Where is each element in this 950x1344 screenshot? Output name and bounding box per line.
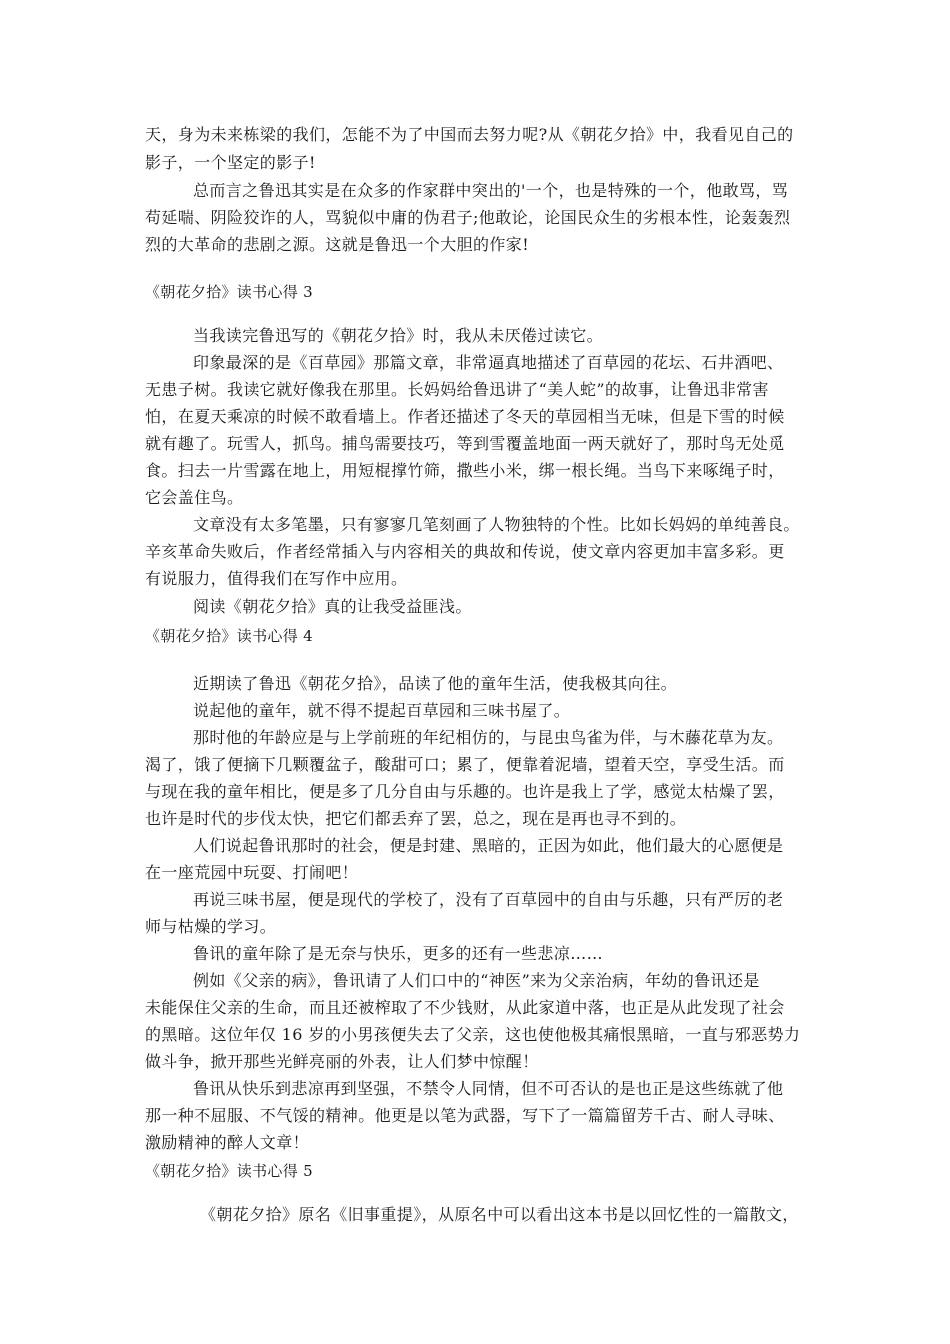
text-line: 辛亥革命失败后，作者经常插入与内容相关的典故和传说，使文章内容更加丰富多彩。更 [145, 542, 785, 561]
text-line: 当我读完鲁迅写的《朝花夕拾》时，我从未厌倦过读它。 [193, 326, 604, 345]
text-line: 做斗争，掀开那些光鲜亮丽的外表，让人们梦中惊醒！ [145, 1052, 539, 1071]
text-line: 激励精神的醉人文章！ [145, 1133, 310, 1152]
text-line: 无患子树。我读它就好像我在那里。长妈妈给鲁迅讲了“美人蛇”的故事，让鲁迅非常害 [145, 380, 769, 399]
text-line: 与现在我的童年相比，便是多了几分自由与乐趣的。也许是我上了学，感觉太枯燥了罢， [145, 782, 785, 801]
text-line: 例如《父亲的病》，鲁讯请了人们口中的“神医”来为父亲治病，年幼的鲁讯还是 [193, 971, 760, 990]
text-line: 《朝花夕拾》原名《旧事重提》，从原名中可以看出这本书是以回忆性的一篇散文， [200, 1205, 799, 1224]
section-heading: 《朝花夕拾》读书心得 4 [145, 627, 313, 645]
text-line: 说起他的童年，就不得不提起百草园和三味书屋了。 [193, 701, 571, 720]
section-heading: 《朝花夕拾》读书心得 3 [145, 283, 313, 301]
text-line: 影子，一个坚定的影子! [145, 153, 316, 172]
text-line: 在一座荒园中玩耍、打闹吧！ [145, 863, 359, 882]
text-line: 文章没有太多笔墨，只有寥寥几笔刻画了人物独特的个性。比如长妈妈的单纯善良。 [193, 515, 800, 534]
text-line: 天，身为未来栋梁的我们，怎能不为了中国而去努力呢?从《朝花夕拾》中，我看见自己的 [145, 125, 794, 144]
text-line: 人们说起鲁讯那时的社会，便是封建、黑暗的，正因为如此，他们最大的心愿便是 [193, 836, 784, 855]
text-line: 有说服力，值得我们在写作中应用。 [145, 569, 408, 588]
text-line: 渴了，饿了便摘下几颗覆盆子，酸甜可口；累了，便靠着泥墙，望着天空，享受生活。而 [145, 755, 785, 774]
text-line: 再说三味书屋，便是现代的学校了，没有了百草园中的自由与乐趣，只有严厉的老 [193, 890, 784, 909]
section-heading: 《朝花夕拾》读书心得 5 [145, 1162, 313, 1180]
text-line: 近期读了鲁迅《朝花夕拾》，品读了他的童年生活，使我极其向往。 [193, 674, 678, 693]
text-line: 它会盖住鸟。 [145, 488, 244, 507]
text-line: 烈的大革命的悲剧之源。这就是鲁迅一个大胆的作家! [145, 235, 530, 254]
text-line: 鲁讯的童年除了是无奈与快乐，更多的还有一些悲凉…… [193, 944, 604, 963]
text-line: 怕，在夏天乘凉的时候不敢看墙上。作者还描述了冬天的草园相当无味，但是下雪的时候 [145, 407, 785, 426]
text-line: 印象最深的是《百草园》那篇文章，非常逼真地描述了百草园的花坛、石井酒吧、 [193, 353, 784, 372]
text-line: 就有趣了。玩雪人，抓鸟。捕鸟需要技巧，等到雪覆盖地面一两天就好了，那时鸟无处觅 [145, 434, 785, 453]
text-line: 那一种不屈服、不气馁的精神。他更是以笔为武器，写下了一篇篇留芳千古、耐人寻味、 [145, 1106, 785, 1125]
text-line: 苟延喘、阴险狡诈的人，骂貌似中庸的伪君子;他敢论，论国民众生的劣根本性，论轰轰烈 [145, 208, 791, 227]
text-line: 的黑暗。这位年仅 16 岁的小男孩便失去了父亲，这也使他极其痛恨黑暗，一直与邪恶势力 [145, 1025, 801, 1044]
text-line: 总而言之鲁迅其实是在众多的作家群中突出的'一个，也是特殊的一个，他敢骂，骂 [193, 181, 789, 200]
text-line: 也许是时代的步伐太快，把它们都丢弃了罢，总之，现在是再也寻不到的。 [145, 809, 687, 828]
text-line: 阅读《朝花夕拾》真的让我受益匪浅。 [193, 597, 472, 616]
text-line: 师与枯燥的学习。 [145, 917, 277, 936]
text-line: 未能保住父亲的生命，而且还被榨取了不少钱财，从此家道中落，也正是从此发现了社会 [145, 998, 785, 1017]
text-line: 那时他的年龄应是与上学前班的年纪相仿的，与昆虫鸟雀为伴，与木藤花草为友。 [193, 728, 784, 747]
text-line: 食。扫去一片雪露在地上，用短棍撑竹筛，撒些小米，绑一根长绳。当鸟下来啄绳子时， [145, 461, 785, 480]
text-line: 鲁讯从快乐到悲凉再到坚强，不禁令人同情，但不可否认的是也正是这些练就了他 [193, 1079, 784, 1098]
